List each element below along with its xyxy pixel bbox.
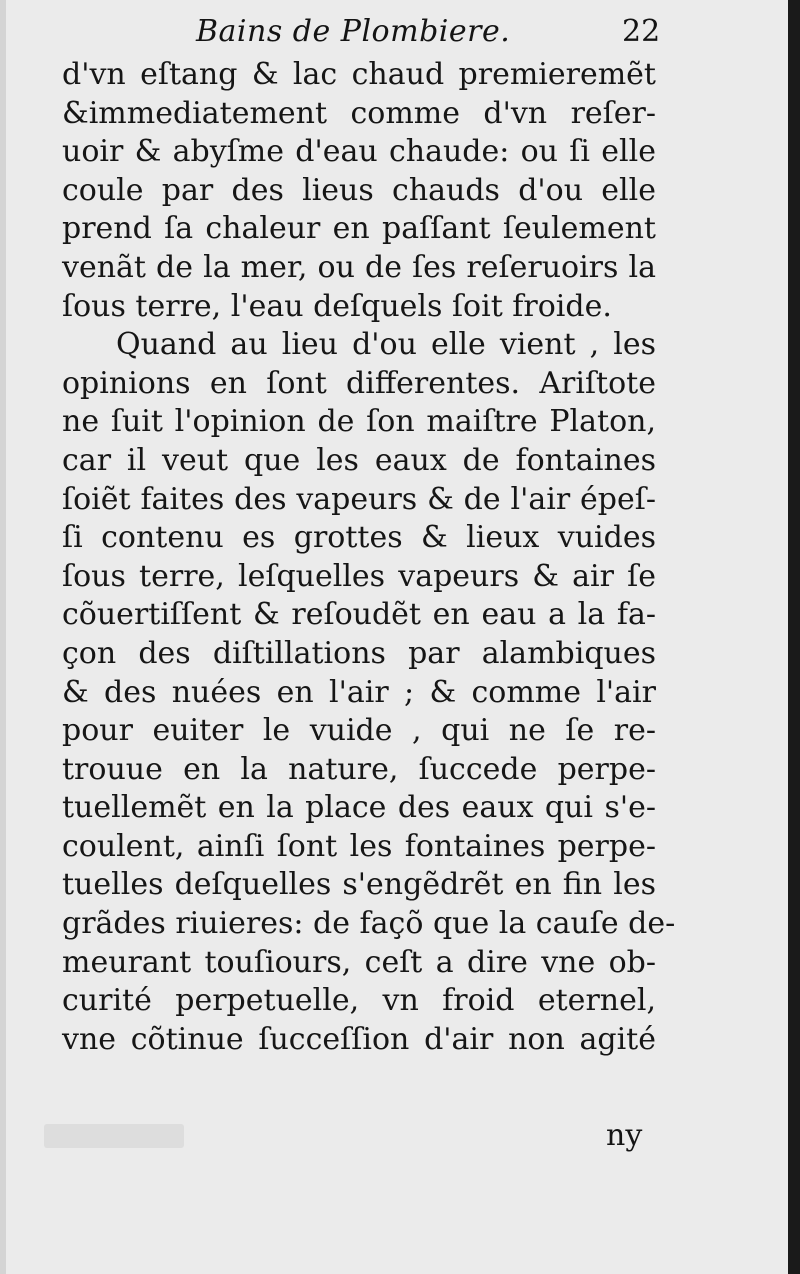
text-line: ſous terre, l'eau deſquels ſoit froide. — [62, 288, 612, 324]
text-line: grãdes riuieres: de façõ que la cauſe de- — [62, 906, 676, 942]
text-line: trouue en la nature, ſuccede perpe- — [62, 751, 656, 787]
text-line: opinions en ſont differentes. Ariſtote — [62, 365, 656, 401]
text-line: venãt de la mer, ou de ſes reſeruoirs la — [62, 249, 656, 285]
text-line: coule par des lieus chauds d'ou elle — [62, 172, 656, 208]
text-line: prend ſa chaleur en paſſant ſeulement — [62, 211, 656, 247]
page-number: 22 — [622, 14, 661, 49]
text-line: & des nuées en l'air ; & comme l'air — [62, 674, 656, 710]
text-line: &immediatement comme d'vn reſer- — [62, 95, 656, 131]
ink-bleed-through — [44, 1124, 184, 1148]
text-line: meurant touſiours, ceſt a dire vne ob- — [62, 944, 656, 980]
text-line: tuellemẽt en la place des eaux qui s'e- — [62, 790, 656, 826]
text-line: vne cõtinue ſucceſſion d'air non agité — [62, 1021, 656, 1057]
page-header — [0, 14, 788, 54]
text-line: d'vn eſtang & lac chaud premieremẽt — [62, 57, 656, 92]
text-line: uoir & abyſme d'eau chaude: ou ſi elle — [62, 134, 656, 170]
running-title: Bains de Plombiere. — [196, 14, 511, 49]
text-line: ſous terre, leſquelles vapeurs & air ſe — [62, 558, 656, 594]
catchword: ny — [606, 1118, 643, 1153]
text-line: car il veut que les eaux de fontaines — [62, 442, 656, 478]
text-line: pour euiter le vuide , qui ne ſe re- — [62, 713, 656, 749]
text-line: tuelles deſquelles s'engẽdrẽt en fin les — [62, 867, 656, 903]
text-line: ſoiẽt faites des vapeurs & de l'air épeſ- — [62, 481, 656, 517]
page-gutter — [0, 0, 6, 1274]
text-line: ſi contenu es grottes & lieux vuides — [62, 520, 656, 556]
text-line: ne ſuit l'opinion de ſon maiſtre Platon, — [62, 404, 656, 440]
text-line: cõuertiſſent & reſoudẽt en eau a la fa- — [62, 597, 656, 633]
text-line: Quand au lieu d'ou elle vient , les — [116, 327, 656, 363]
text-line: curité perpetuelle, vn froid eternel, — [62, 983, 656, 1019]
text-line: coulent, ainſi ſont les fontaines perpe- — [62, 828, 656, 864]
body-text — [62, 56, 676, 1059]
text-line: çon des diſtillations par alambiques — [62, 635, 656, 671]
scan-border — [788, 0, 800, 1274]
